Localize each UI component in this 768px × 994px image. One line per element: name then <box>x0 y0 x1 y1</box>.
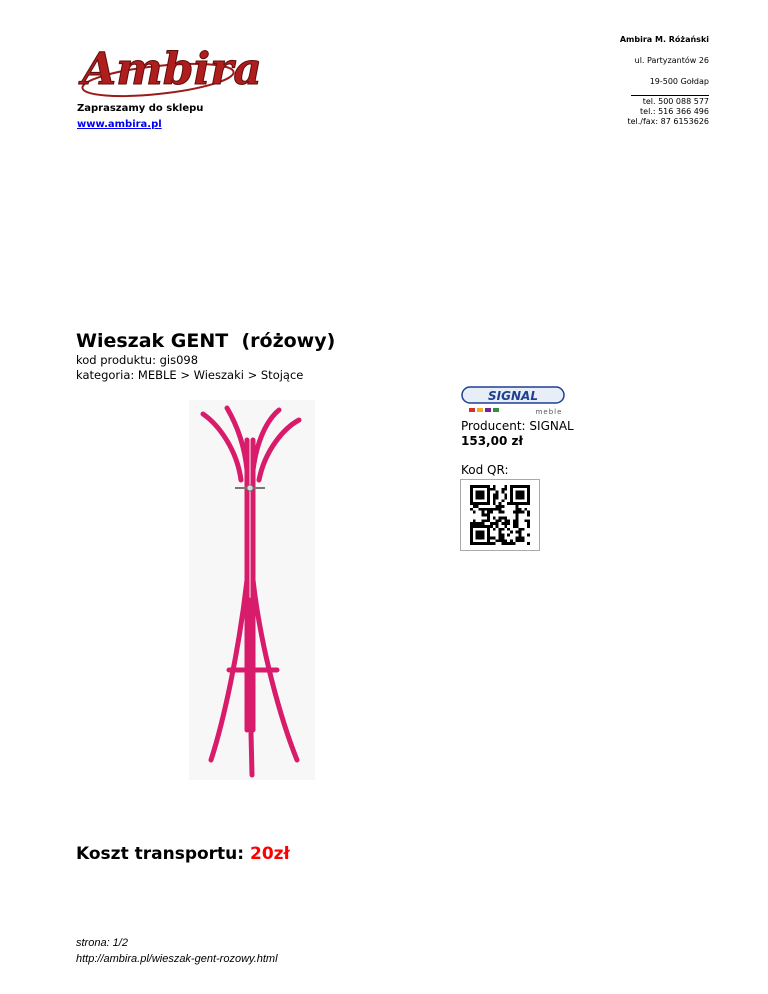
price: 153,00 zł <box>461 434 523 448</box>
company-fax: tel./fax: 87 6153626 <box>627 117 709 126</box>
svg-text:Ambira: Ambira <box>82 44 262 95</box>
product-category: kategoria: MEBLE > Wieszaki > Stojące <box>76 368 304 382</box>
svg-text:meble: meble <box>535 408 563 416</box>
product-image <box>189 400 315 780</box>
shipping-label: Koszt transportu: <box>76 844 245 864</box>
qr-label: Kod QR: <box>461 463 509 477</box>
company-phone2: tel.: 516 366 496 <box>640 107 709 116</box>
qr-code <box>470 485 530 545</box>
qr-frame <box>460 479 540 551</box>
site-link[interactable]: www.ambira.pl <box>77 119 162 130</box>
svg-text:SIGNAL: SIGNAL <box>488 389 538 403</box>
company-street: ul. Partyzantów 26 <box>634 56 709 65</box>
company-phone1: tel. 500 088 577 <box>642 97 709 106</box>
company-info <box>489 35 709 127</box>
divider <box>631 95 709 96</box>
company-city: 19-500 Gołdap <box>649 77 709 86</box>
page-number: strona: 1/2 <box>76 937 128 949</box>
shipping-amount: 20zł <box>250 844 290 864</box>
product-code: kod produktu: gis098 <box>76 353 199 367</box>
ambira-logo <box>76 36 262 102</box>
producer: Producent: SIGNAL <box>461 419 574 433</box>
company-name: Ambira M. Różański <box>619 35 709 44</box>
product-title: Wieszak GENT (różowy) <box>76 330 336 352</box>
welcome-text: Zapraszamy do sklepu <box>77 103 204 114</box>
shipping-cost <box>76 844 290 864</box>
page-url: http://ambira.pl/wieszak-gent-rozowy.html <box>76 953 278 965</box>
signal-logo <box>461 386 565 418</box>
